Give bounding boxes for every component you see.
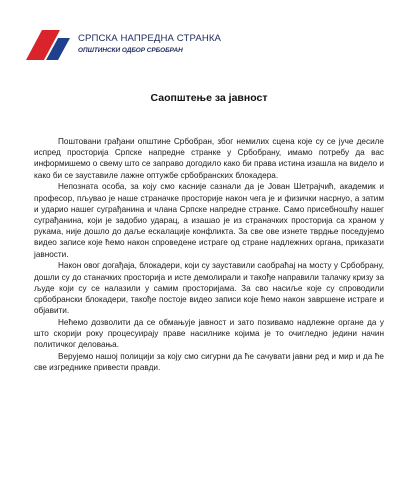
paragraph: Непозната особа, за коју смо касније сазнали да је Јован Шетрајчић, академик и професор, пљувао је наше страначке просторије након чега је и физички насрнуо, а затим и ударио нашег суграђанина и члана Српске напредне странке. Само присебношћу нашег суграђанина, који је задобио ударац, а изашао је из страначких просторија са храном у рукама, није дошло до даље ескалације конфликта. За све ове изнете тврдње поседујемо видео записе које ћемо након спроведене истраге од стране надлежних органа, приказати јавности. [34,182,384,259]
org-name: СРПСКА НАПРЕДНА СТРАНКА [78,33,222,44]
paragraph: Нећемо дозволити да се обмањује јавност и зато позивамо надлежне органе да у што скорији року процесуирају праве насилнике којима је то очигледно једини начин политичког деловања. [34,318,384,350]
letterhead [24,30,221,64]
org-block [78,33,221,55]
paragraph: Верујемо нашој полицији за коју смо сигурни да ће сачувати јавни ред и мир и да ће све изгреднике привести правди. [34,352,384,373]
paragraph: Након овог догађаја, блокадери, који су зауставили саобраћај на мосту у Србобрану, дошли су до станачких просторија и исте демолирали и такође направили талачку кризу за људе који су се налазили у самим просторијама. За сво насиље које су спроводили србобрански блокадери, такође постоје видео записи које ћемо након завршене истраге и објавити. [34,261,384,316]
document-body [34,136,384,374]
org-subtitle: ОПШТИНСКИ ОДБОР СРБОБРАН [78,47,183,54]
party-logo-icon [24,30,72,60]
document-title: Саопштење за јавност [150,92,268,104]
paragraph: Поштовани грађани општине Србобран, због немилих сцена које су се јуче десиле испред просторија Српске напредне странке у Србобрану, имамо потребу да вас информишемо о свему што се заправо догодило како би права истина изашла на видело и како би се зауставиле лажне оптужбе србобранских блокадера. [34,137,384,180]
